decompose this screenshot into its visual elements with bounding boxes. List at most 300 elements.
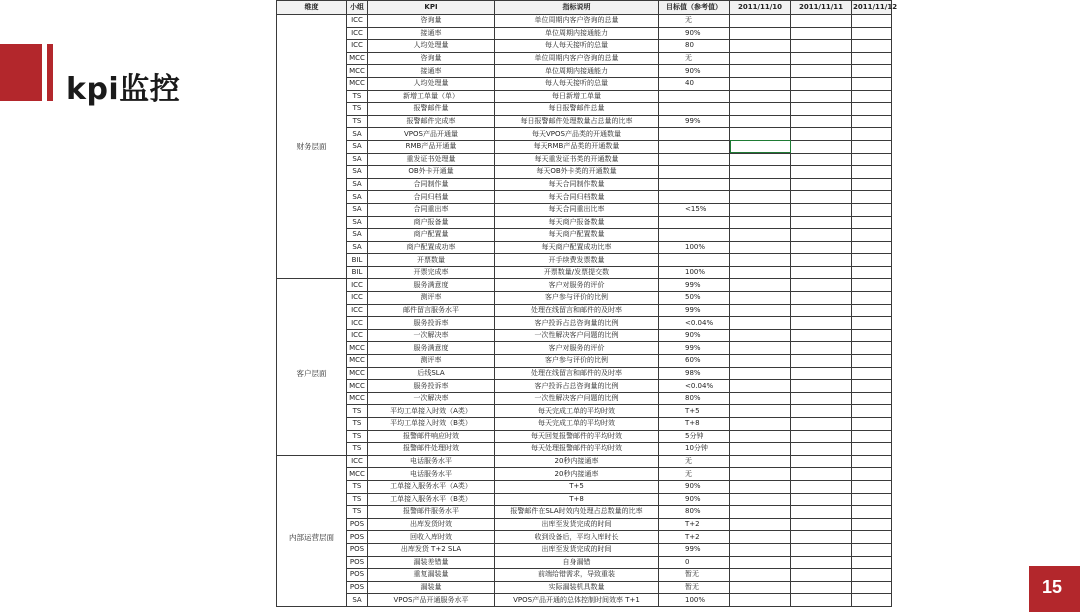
team-cell[interactable]: ICC: [347, 279, 368, 292]
date-value-cell[interactable]: [852, 77, 892, 90]
kpi-cell[interactable]: 咨询量: [368, 52, 495, 65]
kpi-cell[interactable]: 接通率: [368, 65, 495, 78]
date-value-cell[interactable]: [852, 329, 892, 342]
date-value-cell[interactable]: [852, 392, 892, 405]
team-cell[interactable]: TS: [347, 506, 368, 519]
date-value-cell[interactable]: [791, 203, 852, 216]
date-value-cell[interactable]: [852, 342, 892, 355]
target-cell[interactable]: 80%: [659, 506, 730, 519]
date-value-cell[interactable]: [791, 153, 852, 166]
date-value-cell[interactable]: [730, 355, 791, 368]
date-value-cell[interactable]: [730, 581, 791, 594]
team-cell[interactable]: ICC: [347, 15, 368, 28]
description-cell[interactable]: 每天OB外卡类的开通数量: [495, 166, 659, 179]
description-cell[interactable]: 每天回复报警邮件的平均时效: [495, 430, 659, 443]
target-cell[interactable]: 99%: [659, 279, 730, 292]
description-cell[interactable]: 客户投诉占总咨询量的比例: [495, 380, 659, 393]
target-cell[interactable]: 99%: [659, 543, 730, 556]
kpi-cell[interactable]: 人均处理量: [368, 77, 495, 90]
team-cell[interactable]: ICC: [347, 317, 368, 330]
date-value-cell[interactable]: [791, 468, 852, 481]
date-value-cell[interactable]: [791, 15, 852, 28]
target-cell[interactable]: 100%: [659, 266, 730, 279]
date-value-cell[interactable]: [852, 531, 892, 544]
date-value-cell[interactable]: [730, 430, 791, 443]
date-value-cell[interactable]: [791, 392, 852, 405]
description-cell[interactable]: 单位周期内接通能力: [495, 65, 659, 78]
kpi-cell[interactable]: VPOS产品开通服务水平: [368, 594, 495, 607]
target-cell[interactable]: 99%: [659, 304, 730, 317]
date-value-cell[interactable]: [791, 191, 852, 204]
team-cell[interactable]: ICC: [347, 304, 368, 317]
team-cell[interactable]: MCC: [347, 380, 368, 393]
date-value-cell[interactable]: [852, 229, 892, 242]
kpi-cell[interactable]: 重发证书处理量: [368, 153, 495, 166]
target-cell[interactable]: [659, 229, 730, 242]
team-cell[interactable]: ICC: [347, 455, 368, 468]
date-value-cell[interactable]: [791, 443, 852, 456]
date-value-cell[interactable]: [852, 493, 892, 506]
date-value-cell[interactable]: [852, 480, 892, 493]
description-cell[interactable]: 每天RMB产品类的开通数量: [495, 140, 659, 153]
kpi-cell[interactable]: 咨询量: [368, 15, 495, 28]
kpi-cell[interactable]: 服务满意度: [368, 342, 495, 355]
description-cell[interactable]: 单位周期内客户咨询的总量: [495, 15, 659, 28]
date-value-cell[interactable]: [791, 430, 852, 443]
date-value-cell[interactable]: [791, 279, 852, 292]
team-cell[interactable]: SA: [347, 128, 368, 141]
kpi-cell[interactable]: 测评率: [368, 292, 495, 305]
target-cell[interactable]: 40: [659, 77, 730, 90]
date-value-cell[interactable]: [852, 178, 892, 191]
description-cell[interactable]: T+5: [495, 480, 659, 493]
date-value-cell[interactable]: [730, 342, 791, 355]
date-value-cell[interactable]: [730, 543, 791, 556]
date-value-cell[interactable]: [791, 418, 852, 431]
team-cell[interactable]: BIL: [347, 266, 368, 279]
date-value-cell[interactable]: [791, 90, 852, 103]
description-cell[interactable]: 开票数量/发票提交数: [495, 266, 659, 279]
date-value-cell[interactable]: [730, 455, 791, 468]
date-value-cell[interactable]: [791, 355, 852, 368]
date-value-cell[interactable]: [852, 455, 892, 468]
kpi-cell[interactable]: 合同制作量: [368, 178, 495, 191]
date-value-cell[interactable]: [791, 367, 852, 380]
team-cell[interactable]: MCC: [347, 342, 368, 355]
team-cell[interactable]: SA: [347, 140, 368, 153]
date-value-cell[interactable]: [852, 128, 892, 141]
description-cell[interactable]: T+8: [495, 493, 659, 506]
date-value-cell[interactable]: [791, 480, 852, 493]
target-cell[interactable]: 无: [659, 455, 730, 468]
target-cell[interactable]: <0.04%: [659, 380, 730, 393]
description-cell[interactable]: 每人每天接听的总量: [495, 77, 659, 90]
date-value-cell[interactable]: [852, 292, 892, 305]
date-value-cell[interactable]: [791, 216, 852, 229]
target-cell[interactable]: 90%: [659, 493, 730, 506]
team-cell[interactable]: MCC: [347, 52, 368, 65]
date-value-cell[interactable]: [852, 15, 892, 28]
description-cell[interactable]: 自身漏错: [495, 556, 659, 569]
date-value-cell[interactable]: [852, 594, 892, 607]
date-value-cell[interactable]: [730, 191, 791, 204]
date-value-cell[interactable]: [730, 203, 791, 216]
target-cell[interactable]: [659, 191, 730, 204]
kpi-cell[interactable]: 一次解决率: [368, 329, 495, 342]
team-cell[interactable]: ICC: [347, 27, 368, 40]
date-value-cell[interactable]: [852, 103, 892, 116]
kpi-cell[interactable]: 报警邮件量: [368, 103, 495, 116]
kpi-cell[interactable]: 接通率: [368, 27, 495, 40]
kpi-cell[interactable]: 一次解决率: [368, 392, 495, 405]
date-value-cell[interactable]: [791, 342, 852, 355]
date-value-cell[interactable]: [852, 405, 892, 418]
date-value-cell[interactable]: [852, 556, 892, 569]
date-value-cell[interactable]: [852, 115, 892, 128]
kpi-cell[interactable]: OB外卡开通量: [368, 166, 495, 179]
date-value-cell[interactable]: [852, 317, 892, 330]
kpi-cell[interactable]: 商户配置成功率: [368, 241, 495, 254]
kpi-cell[interactable]: 电话服务水平: [368, 455, 495, 468]
description-cell[interactable]: 出库至发货完成的时间: [495, 518, 659, 531]
date-value-cell[interactable]: [730, 480, 791, 493]
target-cell[interactable]: 50%: [659, 292, 730, 305]
date-value-cell[interactable]: [791, 329, 852, 342]
header-date-1[interactable]: 2011/11/10: [730, 1, 791, 15]
target-cell[interactable]: [659, 216, 730, 229]
kpi-cell[interactable]: 重复漏装量: [368, 569, 495, 582]
target-cell[interactable]: 0: [659, 556, 730, 569]
target-cell[interactable]: 90%: [659, 27, 730, 40]
date-value-cell[interactable]: [791, 77, 852, 90]
date-value-cell[interactable]: [852, 65, 892, 78]
date-value-cell[interactable]: [730, 569, 791, 582]
date-value-cell[interactable]: [852, 254, 892, 267]
header-date-3[interactable]: 2011/11/12: [852, 1, 892, 15]
date-value-cell[interactable]: [791, 304, 852, 317]
date-value-cell[interactable]: [791, 27, 852, 40]
description-cell[interactable]: 开手续费发票数量: [495, 254, 659, 267]
description-cell[interactable]: 实际漏装机具数量: [495, 581, 659, 594]
date-value-cell[interactable]: [730, 292, 791, 305]
date-value-cell[interactable]: [791, 65, 852, 78]
date-value-cell[interactable]: [791, 455, 852, 468]
date-value-cell[interactable]: [791, 103, 852, 116]
target-cell[interactable]: [659, 128, 730, 141]
date-value-cell[interactable]: [730, 493, 791, 506]
date-value-cell[interactable]: [791, 266, 852, 279]
team-cell[interactable]: TS: [347, 430, 368, 443]
team-cell[interactable]: TS: [347, 405, 368, 418]
description-cell[interactable]: 每天商户报备数量: [495, 216, 659, 229]
date-value-cell[interactable]: [791, 40, 852, 53]
kpi-cell[interactable]: 报警邮件服务水平: [368, 506, 495, 519]
date-value-cell[interactable]: [791, 594, 852, 607]
date-value-cell[interactable]: [852, 191, 892, 204]
kpi-cell[interactable]: 报警邮件响应时效: [368, 430, 495, 443]
date-value-cell[interactable]: [791, 569, 852, 582]
team-cell[interactable]: BIL: [347, 254, 368, 267]
date-value-cell[interactable]: [730, 468, 791, 481]
date-value-cell[interactable]: [730, 594, 791, 607]
target-cell[interactable]: T+5: [659, 405, 730, 418]
team-cell[interactable]: MCC: [347, 65, 368, 78]
date-value-cell[interactable]: [730, 367, 791, 380]
date-value-cell[interactable]: [730, 380, 791, 393]
kpi-cell[interactable]: 出库发货 T+2 SLA: [368, 543, 495, 556]
description-cell[interactable]: 每天处理报警邮件的平均时效: [495, 443, 659, 456]
target-cell[interactable]: 60%: [659, 355, 730, 368]
date-value-cell[interactable]: [852, 166, 892, 179]
description-cell[interactable]: 每天完成工单的平均时效: [495, 418, 659, 431]
description-cell[interactable]: 客户参与评价的比例: [495, 292, 659, 305]
team-cell[interactable]: TS: [347, 480, 368, 493]
description-cell[interactable]: 每日新增工单量: [495, 90, 659, 103]
date-value-cell[interactable]: [730, 531, 791, 544]
date-value-cell[interactable]: [730, 506, 791, 519]
kpi-cell[interactable]: 服务投诉率: [368, 380, 495, 393]
target-cell[interactable]: [659, 140, 730, 153]
description-cell[interactable]: 客户投诉占总咨询量的比例: [495, 317, 659, 330]
description-cell[interactable]: 出库至发货完成的时间: [495, 543, 659, 556]
target-cell[interactable]: 无: [659, 468, 730, 481]
team-cell[interactable]: MCC: [347, 77, 368, 90]
target-cell[interactable]: 100%: [659, 594, 730, 607]
kpi-cell[interactable]: 平均工单接入时效（A类）: [368, 405, 495, 418]
date-value-cell[interactable]: [730, 556, 791, 569]
description-cell[interactable]: 每天重发证书类的开通数量: [495, 153, 659, 166]
team-cell[interactable]: POS: [347, 518, 368, 531]
target-cell[interactable]: 暂无: [659, 569, 730, 582]
target-cell[interactable]: 100%: [659, 241, 730, 254]
description-cell[interactable]: 每日报警邮件总量: [495, 103, 659, 116]
date-value-cell[interactable]: [852, 216, 892, 229]
date-value-cell[interactable]: [730, 77, 791, 90]
date-value-cell[interactable]: [791, 52, 852, 65]
date-value-cell[interactable]: [852, 418, 892, 431]
date-value-cell[interactable]: [852, 380, 892, 393]
description-cell[interactable]: 每人每天接听的总量: [495, 40, 659, 53]
team-cell[interactable]: TS: [347, 115, 368, 128]
kpi-cell[interactable]: 工单接入服务水平（B类）: [368, 493, 495, 506]
description-cell[interactable]: 前端给错需求，导致重装: [495, 569, 659, 582]
target-cell[interactable]: 5分钟: [659, 430, 730, 443]
date-value-cell[interactable]: [730, 27, 791, 40]
team-cell[interactable]: POS: [347, 569, 368, 582]
date-value-cell[interactable]: [852, 140, 892, 153]
team-cell[interactable]: MCC: [347, 392, 368, 405]
kpi-cell[interactable]: 合同归档量: [368, 191, 495, 204]
description-cell[interactable]: 单位周期内接通能力: [495, 27, 659, 40]
date-value-cell[interactable]: [852, 27, 892, 40]
date-value-cell[interactable]: [730, 254, 791, 267]
target-cell[interactable]: T+8: [659, 418, 730, 431]
team-cell[interactable]: MCC: [347, 367, 368, 380]
kpi-cell[interactable]: 报警邮件处理时效: [368, 443, 495, 456]
date-value-cell[interactable]: [791, 166, 852, 179]
team-cell[interactable]: SA: [347, 229, 368, 242]
date-value-cell[interactable]: [852, 367, 892, 380]
description-cell[interactable]: 客户参与评价的比例: [495, 355, 659, 368]
date-value-cell[interactable]: [730, 153, 791, 166]
target-cell[interactable]: 90%: [659, 65, 730, 78]
kpi-cell[interactable]: 漏装差错量: [368, 556, 495, 569]
description-cell[interactable]: 每天商户配置数量: [495, 229, 659, 242]
team-cell[interactable]: MCC: [347, 355, 368, 368]
date-value-cell[interactable]: [791, 317, 852, 330]
date-value-cell[interactable]: [730, 15, 791, 28]
description-cell[interactable]: 单位周期内客户咨询的总量: [495, 52, 659, 65]
target-cell[interactable]: T+2: [659, 531, 730, 544]
target-cell[interactable]: [659, 254, 730, 267]
date-value-cell[interactable]: [730, 392, 791, 405]
team-cell[interactable]: SA: [347, 191, 368, 204]
team-cell[interactable]: SA: [347, 241, 368, 254]
description-cell[interactable]: 收到设备后，平均入库时长: [495, 531, 659, 544]
date-value-cell[interactable]: [791, 506, 852, 519]
date-value-cell[interactable]: [791, 493, 852, 506]
target-cell[interactable]: 暂无: [659, 581, 730, 594]
team-cell[interactable]: TS: [347, 103, 368, 116]
date-value-cell[interactable]: [852, 90, 892, 103]
target-cell[interactable]: 80%: [659, 392, 730, 405]
date-value-cell[interactable]: [852, 430, 892, 443]
date-value-cell[interactable]: [791, 581, 852, 594]
date-value-cell[interactable]: [730, 140, 791, 153]
date-value-cell[interactable]: [791, 254, 852, 267]
team-cell[interactable]: POS: [347, 543, 368, 556]
team-cell[interactable]: POS: [347, 531, 368, 544]
date-value-cell[interactable]: [791, 543, 852, 556]
description-cell[interactable]: 每天合同制作数量: [495, 178, 659, 191]
date-value-cell[interactable]: [730, 317, 791, 330]
kpi-cell[interactable]: 平均工单接入时效（B类）: [368, 418, 495, 431]
team-cell[interactable]: TS: [347, 493, 368, 506]
target-cell[interactable]: 无: [659, 52, 730, 65]
team-cell[interactable]: POS: [347, 556, 368, 569]
team-cell[interactable]: ICC: [347, 40, 368, 53]
target-cell[interactable]: [659, 178, 730, 191]
date-value-cell[interactable]: [730, 115, 791, 128]
date-value-cell[interactable]: [730, 128, 791, 141]
date-value-cell[interactable]: [852, 153, 892, 166]
target-cell[interactable]: 99%: [659, 342, 730, 355]
target-cell[interactable]: [659, 103, 730, 116]
date-value-cell[interactable]: [730, 304, 791, 317]
description-cell[interactable]: 每日报警邮件处理数量占总量的比率: [495, 115, 659, 128]
kpi-cell[interactable]: 漏装量: [368, 581, 495, 594]
kpi-cell[interactable]: 服务投诉率: [368, 317, 495, 330]
team-cell[interactable]: TS: [347, 90, 368, 103]
kpi-cell[interactable]: 测评率: [368, 355, 495, 368]
target-cell[interactable]: <15%: [659, 203, 730, 216]
date-value-cell[interactable]: [730, 90, 791, 103]
target-cell[interactable]: 90%: [659, 480, 730, 493]
team-cell[interactable]: SA: [347, 153, 368, 166]
date-value-cell[interactable]: [730, 279, 791, 292]
kpi-cell[interactable]: 开票完成率: [368, 266, 495, 279]
description-cell[interactable]: 一次性解决客户问题的比例: [495, 392, 659, 405]
date-value-cell[interactable]: [730, 329, 791, 342]
date-value-cell[interactable]: [730, 166, 791, 179]
description-cell[interactable]: 每天合同归档数量: [495, 191, 659, 204]
date-value-cell[interactable]: [730, 518, 791, 531]
date-value-cell[interactable]: [791, 518, 852, 531]
target-cell[interactable]: T+2: [659, 518, 730, 531]
kpi-cell[interactable]: 商户配置量: [368, 229, 495, 242]
date-value-cell[interactable]: [791, 115, 852, 128]
date-value-cell[interactable]: [852, 443, 892, 456]
description-cell[interactable]: 每天合同重出比率: [495, 203, 659, 216]
kpi-cell[interactable]: 出库发货时效: [368, 518, 495, 531]
description-cell[interactable]: 每天商户配置成功比率: [495, 241, 659, 254]
date-value-cell[interactable]: [852, 304, 892, 317]
date-value-cell[interactable]: [791, 178, 852, 191]
kpi-cell[interactable]: 开票数量: [368, 254, 495, 267]
date-value-cell[interactable]: [730, 65, 791, 78]
date-value-cell[interactable]: [791, 229, 852, 242]
date-value-cell[interactable]: [791, 556, 852, 569]
date-value-cell[interactable]: [730, 405, 791, 418]
date-value-cell[interactable]: [791, 531, 852, 544]
date-value-cell[interactable]: [852, 203, 892, 216]
kpi-cell[interactable]: RMB产品开通量: [368, 140, 495, 153]
description-cell[interactable]: 客户对服务的评价: [495, 342, 659, 355]
date-value-cell[interactable]: [852, 518, 892, 531]
date-value-cell[interactable]: [852, 468, 892, 481]
date-value-cell[interactable]: [852, 266, 892, 279]
description-cell[interactable]: 处理在线留言和邮件的及时率: [495, 304, 659, 317]
date-value-cell[interactable]: [730, 241, 791, 254]
target-cell[interactable]: [659, 90, 730, 103]
date-value-cell[interactable]: [730, 418, 791, 431]
date-value-cell[interactable]: [852, 569, 892, 582]
kpi-cell[interactable]: 工单接入服务水平（A类）: [368, 480, 495, 493]
date-value-cell[interactable]: [852, 52, 892, 65]
date-value-cell[interactable]: [852, 40, 892, 53]
team-cell[interactable]: TS: [347, 443, 368, 456]
target-cell[interactable]: 99%: [659, 115, 730, 128]
target-cell[interactable]: [659, 166, 730, 179]
kpi-cell[interactable]: 商户报备量: [368, 216, 495, 229]
date-value-cell[interactable]: [852, 279, 892, 292]
date-value-cell[interactable]: [852, 506, 892, 519]
kpi-cell[interactable]: 电话服务水平: [368, 468, 495, 481]
kpi-cell[interactable]: 邮件留言服务水平: [368, 304, 495, 317]
team-cell[interactable]: POS: [347, 581, 368, 594]
kpi-cell[interactable]: 回收入库时效: [368, 531, 495, 544]
description-cell[interactable]: VPOS产品开通的总体控制时间效率 T+1: [495, 594, 659, 607]
date-value-cell[interactable]: [730, 40, 791, 53]
team-cell[interactable]: MCC: [347, 468, 368, 481]
description-cell[interactable]: 每天VPOS产品类的开通数量: [495, 128, 659, 141]
description-cell[interactable]: 每天完成工单的平均时效: [495, 405, 659, 418]
description-cell[interactable]: 处理在线留言和邮件的及时率: [495, 367, 659, 380]
date-value-cell[interactable]: [730, 178, 791, 191]
team-cell[interactable]: SA: [347, 594, 368, 607]
target-cell[interactable]: 80: [659, 40, 730, 53]
description-cell[interactable]: 客户对服务的评价: [495, 279, 659, 292]
description-cell[interactable]: 20秒内接通率: [495, 468, 659, 481]
date-value-cell[interactable]: [730, 52, 791, 65]
date-value-cell[interactable]: [791, 405, 852, 418]
kpi-cell[interactable]: 后线SLA: [368, 367, 495, 380]
team-cell[interactable]: SA: [347, 216, 368, 229]
date-value-cell[interactable]: [730, 266, 791, 279]
kpi-cell[interactable]: 新增工单量（单）: [368, 90, 495, 103]
team-cell[interactable]: ICC: [347, 329, 368, 342]
date-value-cell[interactable]: [852, 581, 892, 594]
